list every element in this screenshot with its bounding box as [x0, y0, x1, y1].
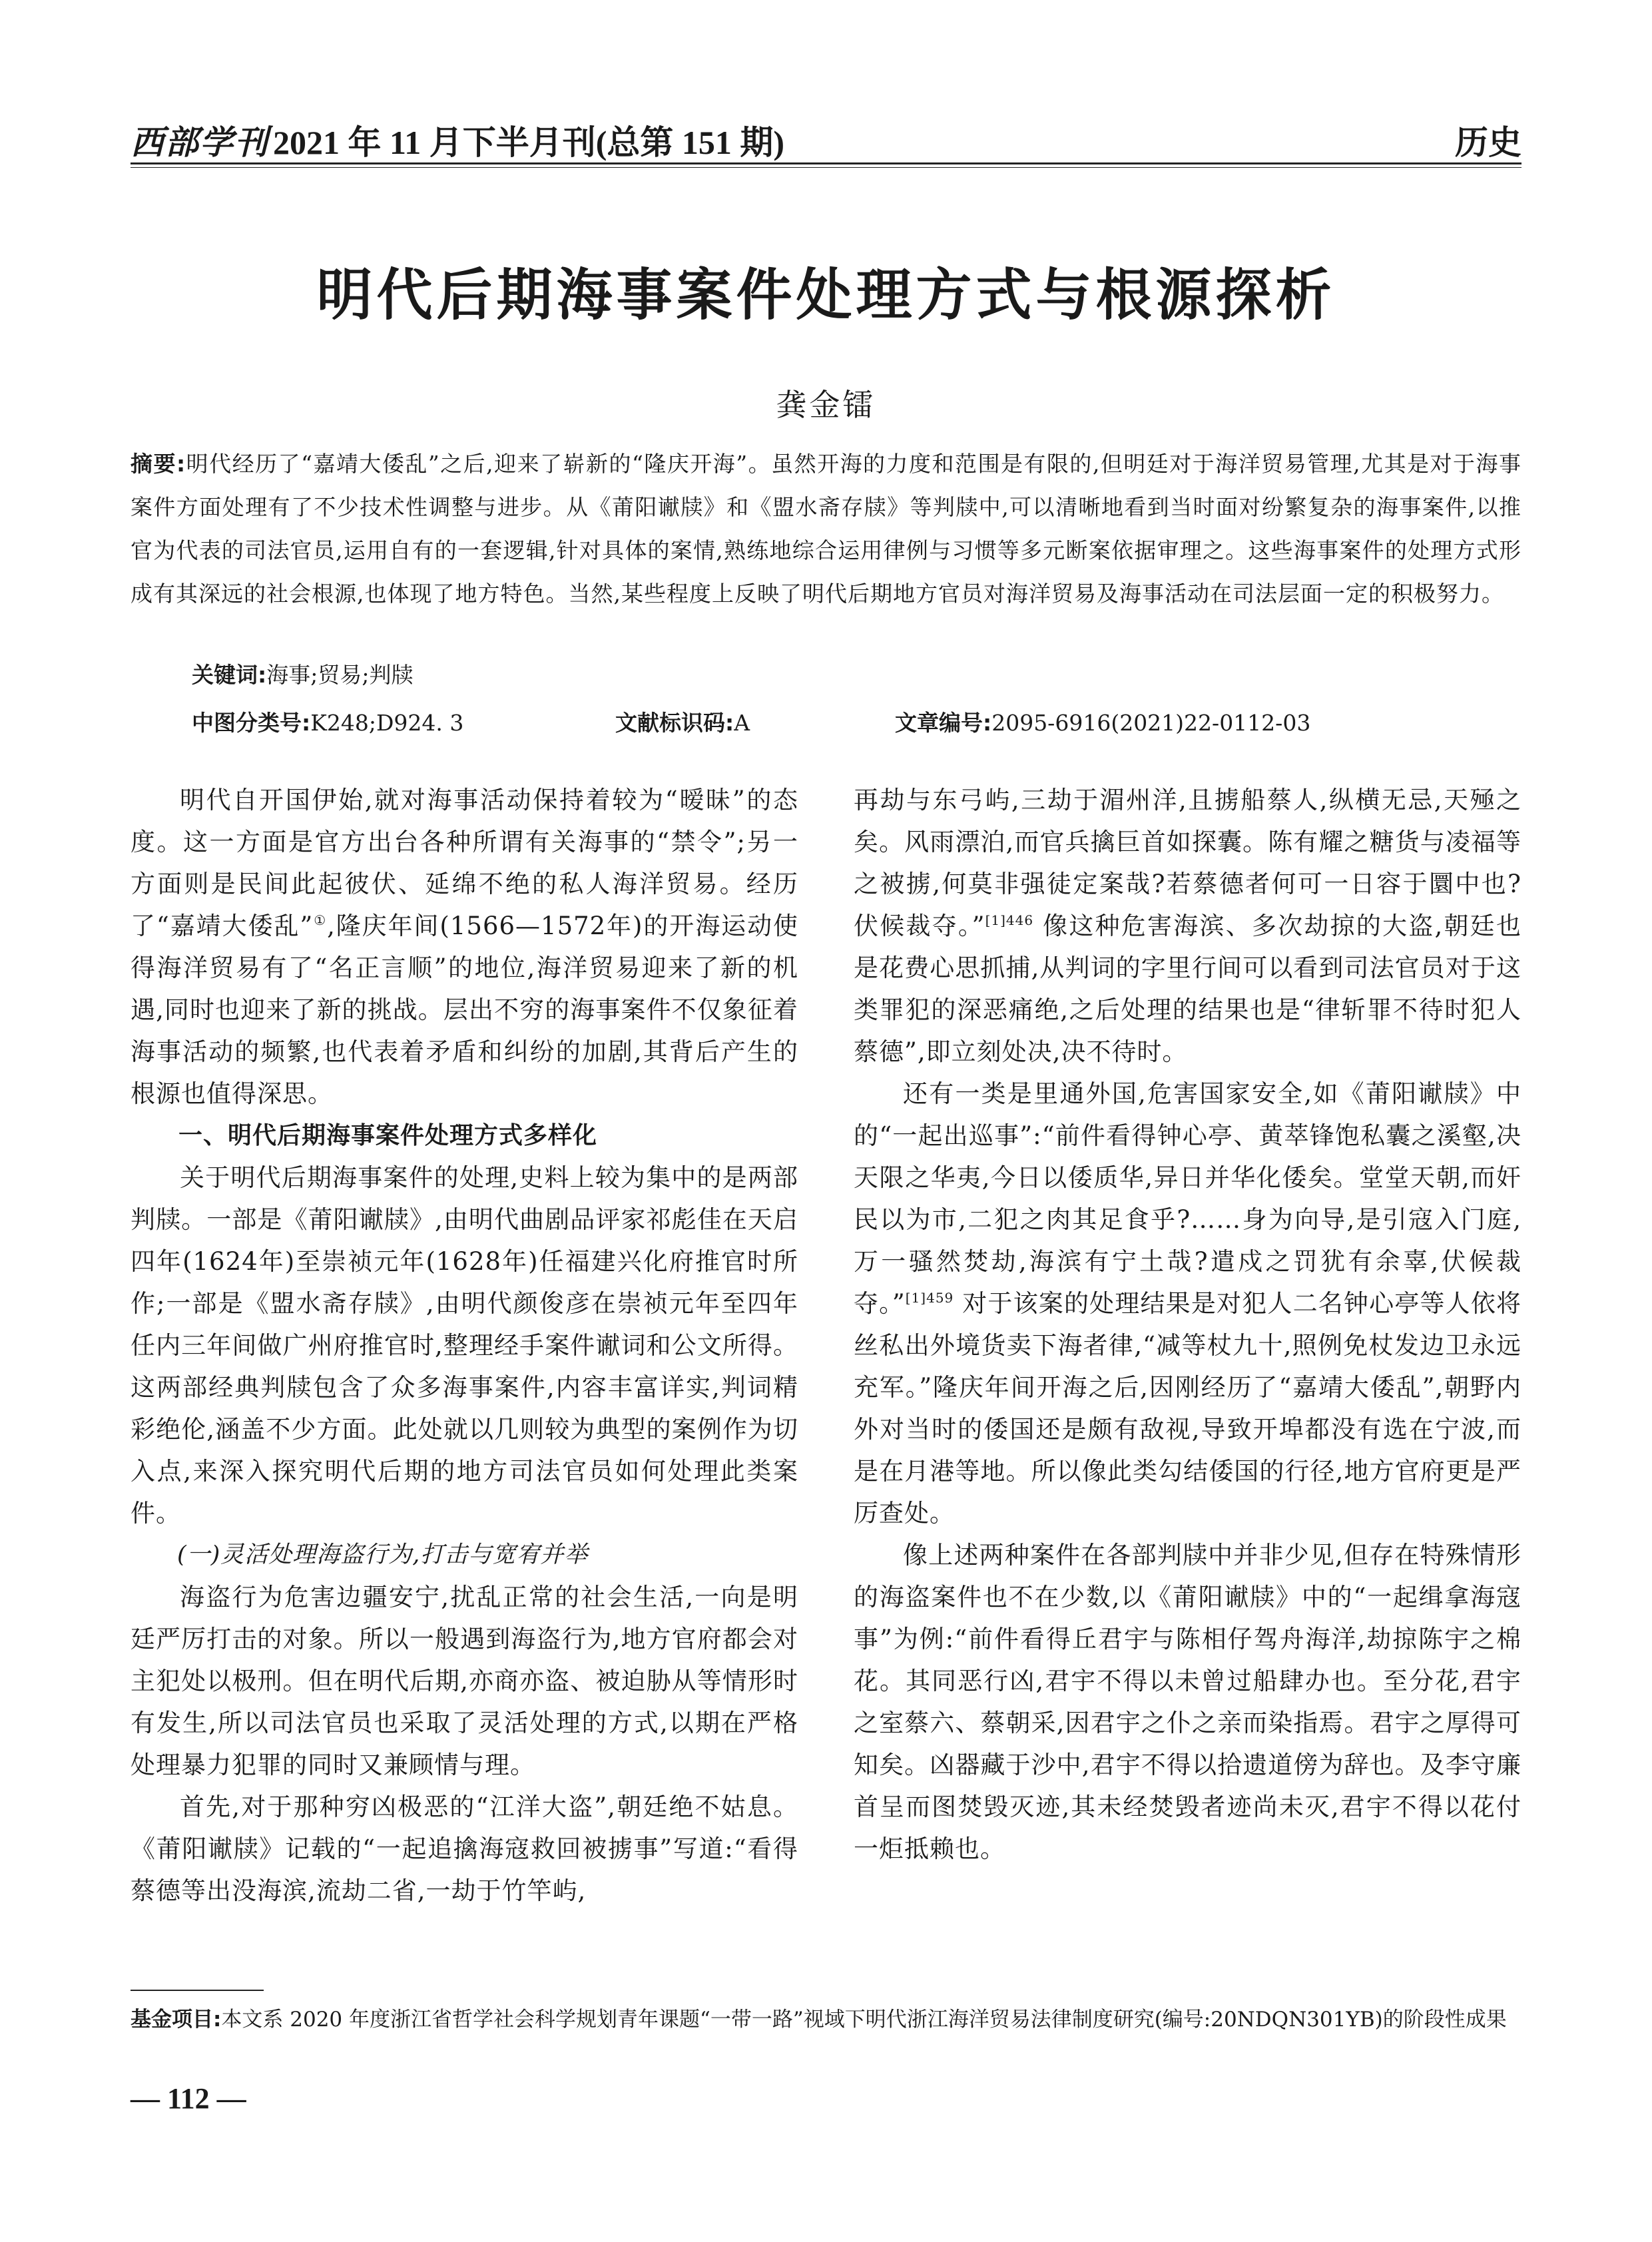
paragraph: 关于明代后期海事案件的处理,史料上较为集中的是两部判牍。一部是《莆阳谳牍》,由明代曲剧品评家祁彪佳在天启四年(1624年)至崇祯元年(1628年)任福建兴化府推官时所作;一部是《盟水斋存牍》,由明代颜俊彦在崇祯元年至四年任内三年间做广州府推官时,整理经手案件谳词和公文所得。这两部经典判牍包含了众多海事案件,内容丰富详实,判词精彩绝伦,涵盖不少方面。此处就以几则较为典型的案例作为切入点,来深入探究明代后期的地方司法官员如何处理此类案件。	[131, 1163, 798, 1528]
article-author: 龚金镭	[776, 387, 876, 423]
clc-label: 中图分类号:	[192, 710, 311, 736]
abstract	[131, 442, 1522, 615]
issue-label: 2021 年 11 月下半月刊(总第 151 期)	[273, 124, 785, 161]
citation: [1]459	[905, 1290, 954, 1306]
paragraph: 像上述两种案件在各部判牍中并非少见,但存在特殊情形的海盗案件也不在少数,以《莆阳谳牍》中的“一起缉拿海寇事”为例:“前件看得丘君宇与陈相仔驾舟海洋,劫掠陈宇之棉花。其同恶行凶,君宇不得以未曾过船肆办也。至分花,君宇之室蔡六、蔡朝采,因君宇之仆之亲而染指焉。君宇之厚得可知矣。凶器藏于沙中,君宇不得以拾遗道傍为辞也。及李守廉首呈而图焚毁灭迹,其未经焚毁者迹尚未灭,君宇不得以花付一炬抵赖也。	[854, 1541, 1521, 1863]
paragraph-text: 明代自开国伊始,就对海事活动保持着较为“暧昧”的态度。这一方面是官方出台各种所谓有关海事的“禁令”;另一方面则是民间此起彼伏、延绵不绝的私人海洋贸易。经历了“嘉靖大倭乱”	[131, 786, 798, 940]
article-number	[895, 706, 1310, 737]
article-title: 明代后期海事案件处理方式与根源探析	[316, 262, 1336, 328]
body-column-left	[131, 779, 798, 1912]
abstract-text: 明代经历了“嘉靖大倭乱”之后,迎来了崭新的“隆庆开海”。虽然开海的力度和范围是有限的,但明廷对于海洋贸易管理,尤其是对于海事案件方面处理有了不少技术性调整与进步。从《莆阳谳牍》和《盟水斋存牍》等判牍中,可以清晰地看到当时面对纷繁复杂的海事案件,以推官为代表的司法官员,运用自有的一套逻辑,针对具体的案情,熟练地综合运用律例与习惯等多元断案依据审理之。这些海事案件的处理方式形成有其深远的社会根源,也体现了地方特色。当然,某些程度上反映了明代后期地方官员对海洋贸易及海事活动在司法层面一定的积极努力。	[131, 451, 1522, 607]
journal-issue	[131, 116, 784, 164]
paragraph-text: 还有一类是里通外国,危害国家安全,如《莆阳谳牍》中的“一起出巡事”:“前件看得钟心亭、黄萃锋饱私囊之溪壑,决天限之华夷,今日以倭质华,异日并华化倭矣。堂堂天朝,而奸民以为市,二犯之肉其足食乎?……身为向导,是引寇入门庭,万一骚然焚劫,海滨有宁土哉?遣戍之罚犹有余辜,伏候裁夺。”	[854, 1079, 1521, 1318]
keywords-label: 关键词:	[192, 662, 267, 688]
running-header	[131, 112, 1521, 160]
paragraph-text: ,隆庆年间(1566—1572年)的开海运动使得海洋贸易有了“名正言顺”的地位,海洋贸易迎来了新的机遇,同时也迎来了新的挑战。层出不穷的海事案件不仅象征着海事活动的频繁,也代表着矛盾和纠纷的加剧,其背后产生的根源也值得深思。	[131, 912, 798, 1108]
header-rule	[131, 162, 1521, 168]
paragraph: 海盗行为危害边疆安宁,扰乱正常的社会生活,一向是明廷严厉打击的对象。所以一般遇到海盗行为,地方官府都会对主犯处以极刑。但在明代后期,亦商亦盗、被迫胁从等情形时有发生,所以司法官员也采取了灵活处理的方式,以期在严格处理暴力犯罪的同时又兼顾情与理。	[131, 1583, 798, 1779]
article-no-label: 文章编号:	[895, 710, 992, 736]
funding-footnote	[131, 2000, 1521, 2039]
document-code	[615, 706, 750, 737]
subsection-heading: (一)灵活处理海盗行为,打击与宽宥并举	[177, 1541, 589, 1568]
footnote-label: 基金项目:	[131, 2008, 222, 2032]
doc-code-label: 文献标识码:	[615, 710, 734, 736]
abstract-label: 摘要:	[131, 451, 186, 477]
paragraph-text: 再劫与东弓屿,三劫于湄州洋,且掳船蔡人,纵横无忌,天殛之矣。风雨漂泊,而官兵擒巨首如探囊。陈有耀之糖货与凌福等之被掳,何莫非强徒定案哉?若蔡德者何可一日容于圜中也?伏候裁夺。”	[854, 786, 1521, 940]
body-column-right	[854, 779, 1521, 1870]
paragraph-text: 对于该案的处理结果是对犯人二名钟心亭等人依将丝私出外境货卖下海者律,“减等杖九十,照例免杖发边卫永远充军。”隆庆年间开海之后,因刚经历了“嘉靖大倭乱”,朝野内外对当时的倭国还是颇有敌视,导致开埠都没有选在宁波,而是在月港等地。所以像此类勾结倭国的行径,地方官府更是严厉查处。	[854, 1289, 1521, 1528]
paragraph-text: 像这种危害海滨、多次劫掠的大盗,朝廷也是花费心思抓捕,从判词的字里行间可以看到司法官员对于这类罪犯的深恶痛绝,之后处理的结果也是“律斩罪不待时犯人蔡德”,即立刻处决,决不待时。	[854, 912, 1521, 1066]
clc-number	[192, 706, 463, 737]
page-number: — 112 —	[131, 2082, 246, 2115]
keywords-value: 海事;贸易;判牍	[266, 662, 413, 688]
footnote-text: 本文系 2020 年度浙江省哲学社会科学规划青年课题“一带一路”视域下明代浙江海洋贸易法律制度研究(编号:20NDQN301YB)的阶段性成果	[221, 2008, 1507, 2032]
article-no-value: 2095-6916(2021)22-0112-03	[991, 710, 1311, 736]
keywords	[192, 658, 413, 689]
section-label: 历史	[1455, 124, 1521, 161]
doc-code-value: A	[734, 710, 750, 736]
footnote-marker: ①	[313, 912, 328, 928]
paragraph	[854, 779, 1521, 1073]
clc-value: K248;D924. 3	[310, 710, 464, 736]
paragraph: 首先,对于那种穷凶极恶的“江洋大盗”,朝廷绝不姑息。《莆阳谳牍》记载的“一起追擒海寇救回被掳事”写道:“看得蔡德等出没海滨,流劫二省,一劫于竹竿屿,	[131, 1793, 798, 1905]
journal-logo: 西部学刊	[131, 124, 269, 161]
section-heading: 一、明代后期海事案件处理方式多样化	[178, 1122, 598, 1149]
paragraph	[131, 779, 798, 1115]
citation: [1]446	[985, 912, 1034, 928]
footnote-rule	[131, 1990, 264, 1991]
paragraph	[854, 1073, 1521, 1534]
